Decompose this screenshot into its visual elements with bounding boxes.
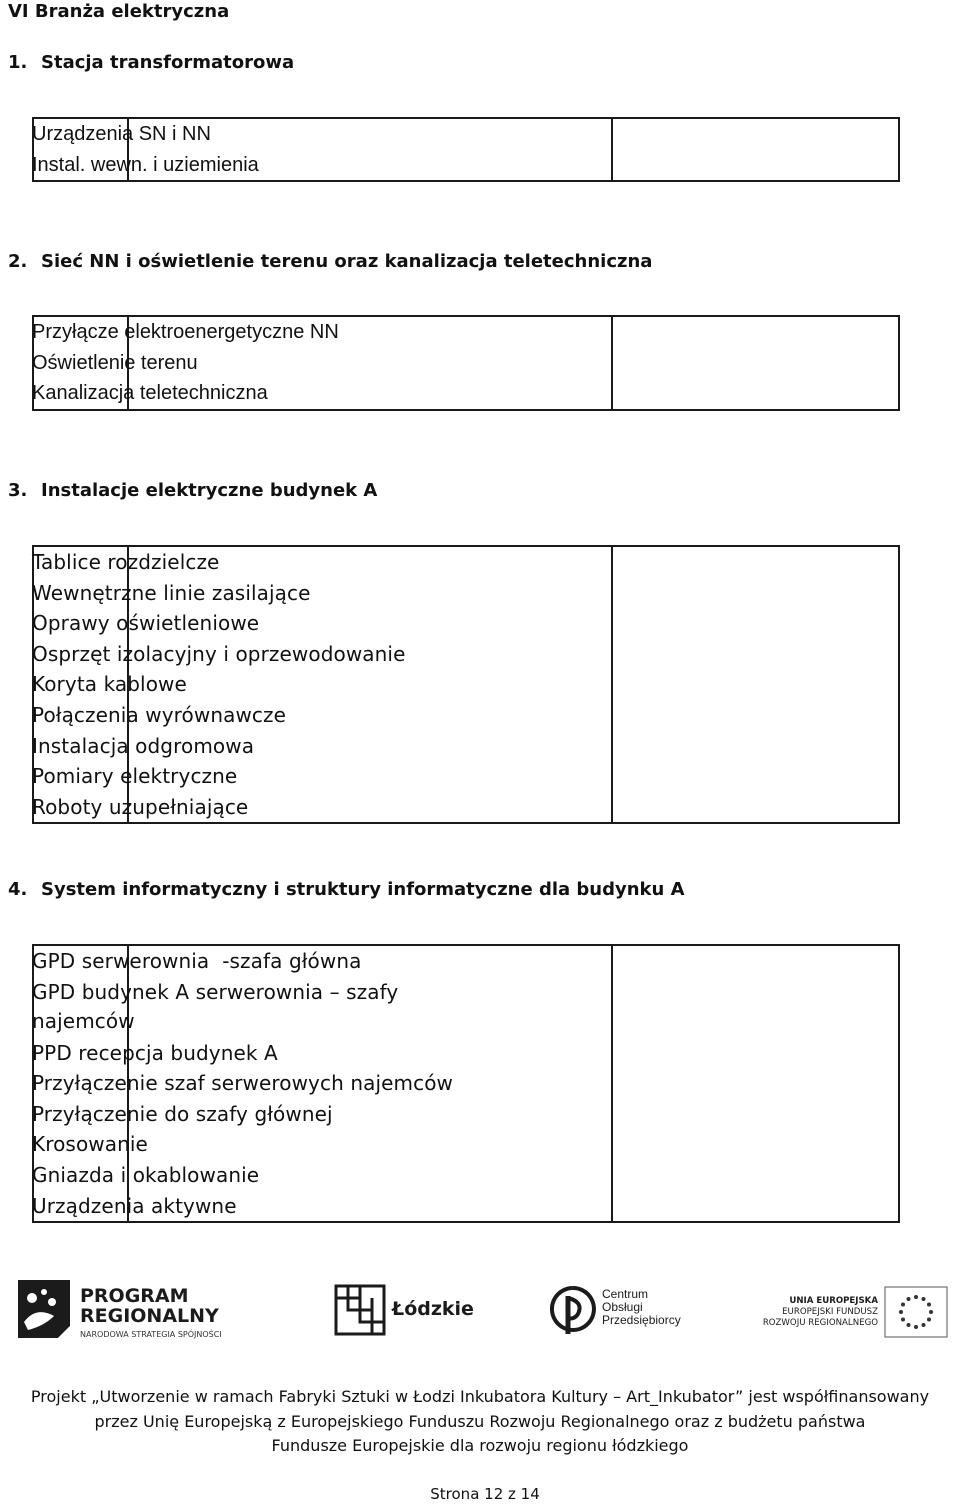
footer-line: Projekt „Utworzenie w ramach Fabryki Sztuki w Łodzi Inkubatora Kultury – Art_Inkubator” jest współfinansowany [30,1387,930,1406]
item-text: GPD serwerownia -szafa główna [32,949,362,973]
item-number [0,1160,32,1191]
lodzkie-logo [334,1284,484,1340]
item-number [0,378,32,409]
item-number [0,669,32,700]
logos-strip [0,1270,960,1350]
item-number [0,608,32,639]
section-title: System informatyczny i struktury informatyczne dla budynku A [41,879,685,900]
lodzkie-emblem-icon [334,1284,386,1336]
logo-line: Centrum [602,1287,649,1301]
logo-subline: NARODOWA STRATEGIA SPÓJNOŚCI [80,1330,222,1339]
number-column [32,118,259,181]
item-text: Koryta kablowe [32,672,187,697]
item-text: Urządzenia SN i NN [32,123,211,145]
footer-line: Fundusze Europejskie dla rozwoju regionu łódzkiego [271,1436,689,1455]
logo-line: ROZWOJU REGIONALNEGO [762,1318,878,1328]
program-regionalny-logo [14,1276,224,1346]
lodzkie-text: Łódzkie [392,1298,474,1320]
number-column [32,546,406,823]
items-table-3 [32,545,900,824]
item-text: Połączenia wyrównawcze [32,702,287,727]
item-text: Gniazda i okablowanie [32,1162,260,1187]
section-number: 4. [8,879,28,900]
logo-line: PROGRAM [80,1285,189,1307]
item-text: Urządzenia aktywne [32,1193,237,1218]
item-number [0,1099,32,1130]
item-number [0,348,32,379]
item-text: Przyłącze elektroenergetyczne NN [32,321,339,343]
number-column [32,316,339,410]
value-cell [612,118,899,181]
section-number: 3. [8,480,28,501]
logo-line: Obsługi [602,1300,643,1314]
logo-line: Przedsiębiorcy [602,1313,681,1327]
item-text: Wewnętrzne linie zasilające [32,580,311,605]
value-cell [612,546,899,823]
section-heading-4 [8,877,685,903]
item-text: Przyłączenie do szafy głównej [32,1101,333,1126]
page-title: VI Branża elektryczna [8,1,230,22]
cop-text [602,1288,681,1327]
cop-logo [550,1284,690,1344]
item-number [0,731,32,762]
value-cell [612,945,899,1222]
section-title: Stacja transformatorowa [41,52,295,73]
table-row [33,546,899,823]
section-heading-3 [8,478,377,504]
number-column [32,945,453,1222]
item-text: Oświetlenie terenu [32,351,198,374]
eu-logo [752,1286,952,1346]
item-number [0,547,32,578]
eu-flag-icon [884,1286,948,1338]
item-number [0,578,32,609]
item-text: Krosowanie [32,1132,148,1157]
logo-line: EUROPEJSKI FUNDUSZ [782,1307,878,1317]
item-text: Instal. wewn. i uziemienia [32,153,259,176]
item-number [0,1129,32,1160]
page-number: Strona 12 z 14 [430,1485,540,1503]
section-number: 2. [8,251,28,272]
table-row [33,316,899,410]
item-number [0,119,32,150]
item-text: Tablice rozdzielcze [32,550,220,574]
item-number [0,639,32,670]
logo-line: REGIONALNY [80,1305,219,1327]
items-table-4 [32,944,900,1223]
item-number [0,150,32,181]
section-heading-1 [8,50,294,76]
item-number [0,761,32,792]
logo-line: UNIA EUROPEJSKA [789,1296,878,1306]
item-number [0,977,32,1038]
value-cell [612,316,899,410]
footer-line: przez Unię Europejską z Europejskiego Funduszu Rozwoju Regionalnego oraz z budżetu państwa [94,1411,866,1431]
section-title: Sieć NN i oświetlenie terenu oraz kanalizacja teletechniczna [41,251,653,272]
item-number [0,792,32,823]
item-number [0,1068,32,1099]
list-item [0,1068,516,1099]
table-row [33,945,899,1222]
item-number [0,317,32,348]
item-text: Pomiary elektryczne [32,764,238,789]
footer [0,1385,960,1459]
item-text: Kanalizacja teletechniczna [32,382,268,405]
section-number: 1. [8,52,28,73]
item-text: PPD recepcja budynek A [32,1040,278,1065]
item-text: Oprawy oświetleniowe [32,611,260,636]
item-number [0,946,32,977]
section-title: Instalacje elektryczne budynek A [41,480,378,501]
section-heading-2 [8,249,652,275]
item-number [0,1038,32,1069]
item-text: Instalacja odgromowa [32,733,255,758]
eu-text [752,1296,878,1329]
table-row [33,118,899,181]
item-number [0,1191,32,1222]
item-text: GPD budynek A serwerownia – szafy najemców [32,979,399,1033]
item-text: Roboty uzupełniające [32,794,249,819]
item-text: Osprzęt izolacyjny i oprzewodowanie [32,641,406,666]
items-table-1 [32,117,900,182]
items-table-2 [32,315,900,411]
item-number [0,700,32,731]
cop-emblem-icon [550,1284,596,1336]
program-regionalny-text [80,1286,219,1326]
item-text: Przyłączenie szaf serwerowych najemców [32,1071,453,1096]
